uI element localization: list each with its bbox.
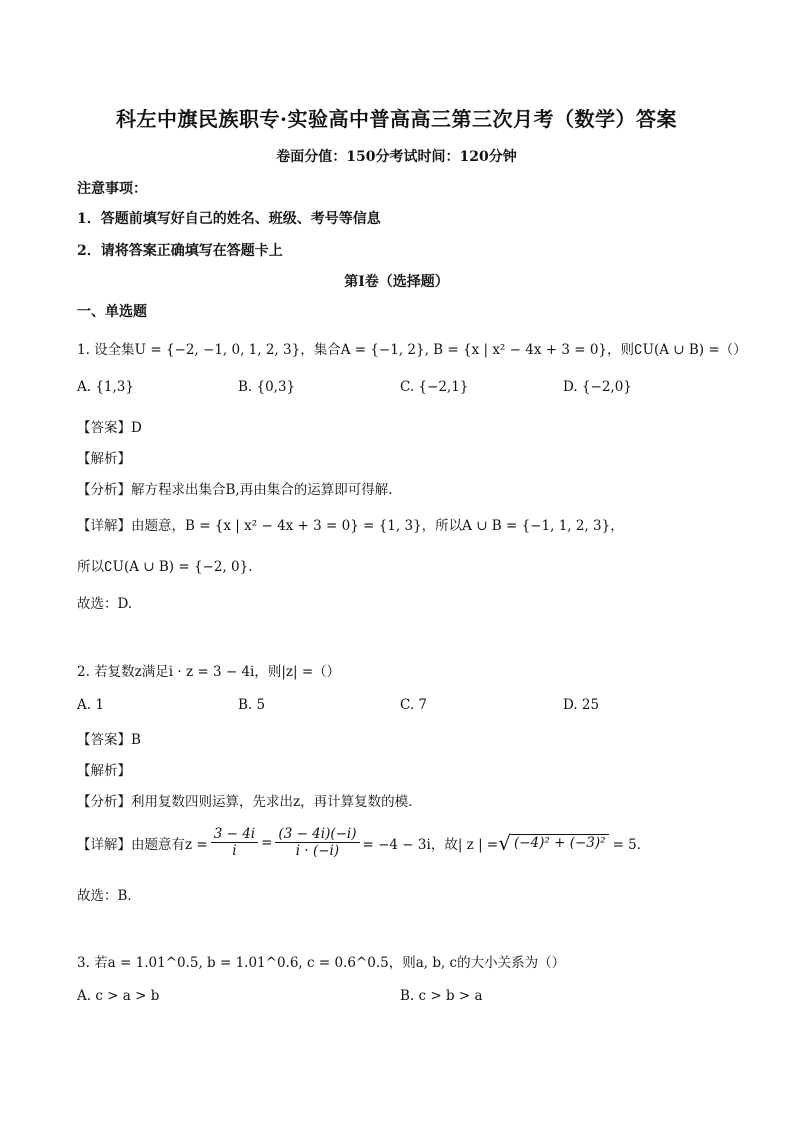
q1-answer: 【答案】D <box>77 420 142 436</box>
notes-heading: 注意事项： <box>77 181 147 197</box>
q2-option-b: B. 5 <box>238 697 266 713</box>
fraction-numerator: (3 − 4i)(−i) <box>275 826 359 843</box>
fraction-denominator: i · (−i) <box>295 843 340 859</box>
note-item: 2．请将答案正确填写在答题卡上 <box>77 243 283 259</box>
q3-option-a: A. c > a > b <box>77 988 160 1004</box>
square-root <box>498 831 608 855</box>
q2-answer: 【答案】B <box>77 732 141 748</box>
q1-hint: 【分析】解方程求出集合B,再由集合的运算即可得解. <box>77 482 393 498</box>
q1-option-d: D. {−2,0} <box>563 379 632 395</box>
q2-option-a: A. 1 <box>77 697 104 713</box>
q2-detail-end: = 5． <box>612 836 651 853</box>
fraction <box>275 826 359 859</box>
question-3-stem: 3. 若a = 1.01^0.5, b = 1.01^0.6, c = 0.6^0.5，则a, b, c的大小关系为（） <box>77 955 566 971</box>
q1-option-b: B. {0,3} <box>238 379 296 395</box>
q1-option-a: A. {1,3} <box>77 379 134 395</box>
fraction-numerator: 3 − 4i <box>211 826 258 843</box>
q1-analysis-label: 【解析】 <box>77 451 131 467</box>
q1-detail: 【详解】由题意，B = {x | x² − 4x + 3 = 0} = {1, 3}，所以A ∪ B = {−1, 1, 2, 3}， <box>77 518 624 534</box>
q2-option-d: D. 25 <box>563 697 600 713</box>
q1-conclusion: 故选：D. <box>77 596 133 612</box>
q2-option-c: C. 7 <box>400 697 428 713</box>
q2-detail-prefix: 【详解】由题意有z = <box>77 836 208 853</box>
q2-detail-mid: = −4 − 3i，故| z | = <box>362 836 499 853</box>
q1-detail-2: 所以∁U(A ∪ B) = {−2, 0}. <box>77 559 253 575</box>
page-title: 科左中旗民族职专·实验高中普高高三第三次月考（数学）答案 <box>116 107 677 131</box>
radicand: (−4)² + (−3)² <box>511 834 609 851</box>
question-1-stem: 1. 设全集U = {−2, −1, 0, 1, 2, 3}，集合A = {−1, 2}, B = {x | x² − 4x + 3 = 0}，则∁U(A ∪ B) =（） <box>77 342 747 358</box>
q2-hint: 【分析】利用复数四则运算，先求出z，再计算复数的模． <box>77 794 422 810</box>
question-2-stem: 2. 若复数z满足i · z = 3 − 4i，则|z| =（） <box>77 664 341 680</box>
note-item: 1．答题前填写好自己的姓名、班级、考号等信息 <box>77 211 381 227</box>
exam-info: 卷面分值：150分考试时间：120分钟 <box>276 149 517 165</box>
q2-conclusion: 故选：B． <box>77 888 141 904</box>
section-title: 第I卷（选择题） <box>344 274 449 290</box>
part-title: 一、单选题 <box>77 304 147 320</box>
q3-option-b: B. c > b > a <box>400 988 483 1004</box>
radical-icon: √ <box>498 830 511 855</box>
q2-detail <box>77 826 650 859</box>
fraction <box>211 826 258 859</box>
q2-analysis-label: 【解析】 <box>77 763 131 779</box>
equals-sign: = <box>261 834 273 851</box>
q1-option-c: C. {−2,1} <box>400 379 469 395</box>
fraction-denominator: i <box>232 843 237 859</box>
